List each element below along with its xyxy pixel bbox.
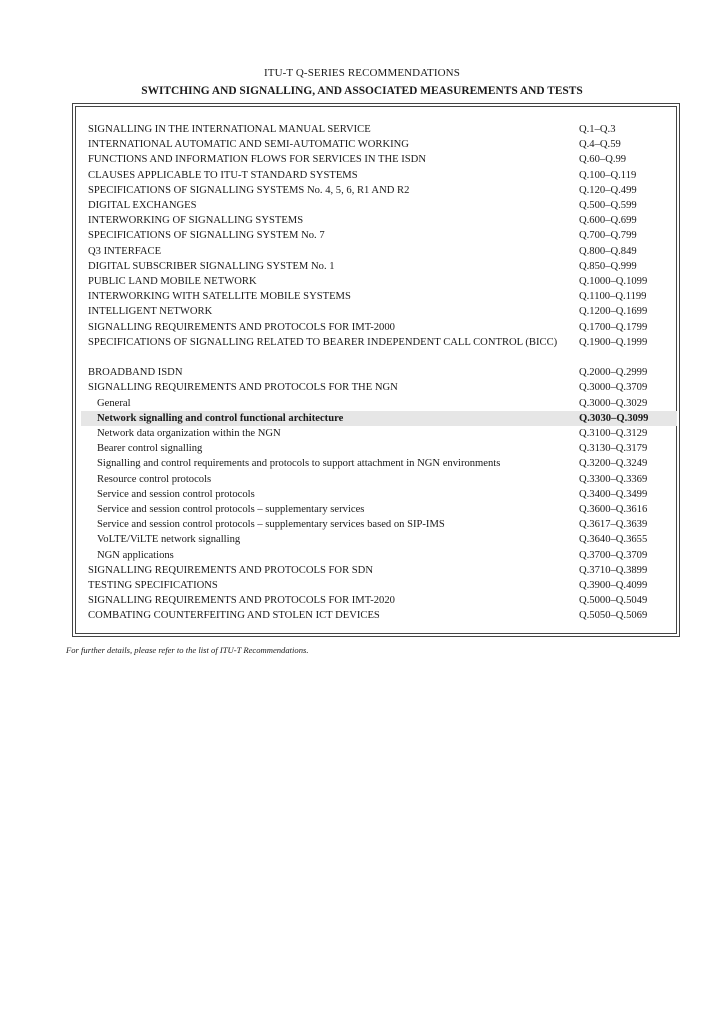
table-row [81, 396, 677, 411]
table-row [81, 608, 677, 623]
table-row [81, 122, 677, 137]
series-subtitle: SWITCHING AND SIGNALLING, AND ASSOCIATED MEASUREMENTS AND TESTS [141, 85, 583, 97]
table-row [81, 274, 677, 289]
row-label: SPECIFICATIONS OF SIGNALLING SYSTEMS No. 4, 5, 6, R1 AND R2 [88, 184, 410, 196]
row-label: INTERNATIONAL AUTOMATIC AND SEMI-AUTOMATIC WORKING [88, 139, 409, 151]
row-label: SPECIFICATIONS OF SIGNALLING RELATED TO BEARER INDEPENDENT CALL CONTROL (BICC) [88, 336, 558, 348]
table-row [81, 578, 677, 593]
row-range: Q.3900–Q.4099 [579, 580, 648, 591]
footnote: For further details, please refer to the list of ITU-T Recommendations. [66, 645, 309, 655]
row-label: Network signalling and control functional architecture [97, 412, 344, 424]
table-row [81, 198, 677, 213]
row-range: Q.2000–Q.2999 [579, 367, 648, 379]
row-range: Q.1700–Q.1799 [579, 321, 648, 333]
row-range: Q.3300–Q.3369 [579, 473, 648, 485]
row-label: SIGNALLING REQUIREMENTS AND PROTOCOLS FOR IMT-2020 [88, 595, 395, 607]
row-label: BROADBAND ISDN [88, 367, 183, 379]
row-label: SIGNALLING REQUIREMENTS AND PROTOCOLS FOR SDN [88, 564, 373, 576]
row-range: Q.3400–Q.3499 [579, 488, 648, 500]
table-row [81, 168, 677, 183]
row-label: VoLTE/ViLTE network signalling [97, 534, 241, 546]
row-label: SIGNALLING REQUIREMENTS AND PROTOCOLS FOR THE NGN [88, 382, 398, 394]
row-range: Q.700–Q.799 [579, 230, 637, 242]
table-row [81, 487, 677, 502]
row-range: Q.3710–Q.3899 [579, 564, 648, 576]
row-label: DIGITAL SUBSCRIBER SIGNALLING SYSTEM No. 1 [88, 260, 335, 272]
row-label: SPECIFICATIONS OF SIGNALLING SYSTEM No. 7 [88, 230, 325, 242]
row-label: Service and session control protocols – supplementary services [97, 504, 365, 515]
series-title: ITU-T Q-SERIES RECOMMENDATIONS [264, 67, 460, 79]
row-label: COMBATING COUNTERFEITING AND STOLEN ICT DEVICES [88, 610, 380, 622]
row-range: Q.1100–Q.1199 [579, 291, 647, 303]
row-label: CLAUSES APPLICABLE TO ITU-T STANDARD SYSTEMS [88, 169, 358, 181]
row-range: Q.60–Q.99 [579, 154, 627, 166]
row-label: General [97, 397, 131, 409]
table-row [81, 365, 677, 380]
table-row [81, 152, 677, 167]
row-range: Q.3640–Q.3655 [579, 534, 648, 546]
table-row [81, 593, 677, 608]
table-row [81, 183, 677, 198]
table-row [81, 456, 677, 471]
table-row [81, 137, 677, 152]
row-range: Q.1–Q.3 [579, 124, 616, 135]
table-row [81, 335, 677, 365]
row-label: SIGNALLING IN THE INTERNATIONAL MANUAL SERVICE [88, 124, 371, 135]
table-row [81, 517, 677, 532]
row-range: Q.3100–Q.3129 [579, 428, 648, 439]
table-row [81, 563, 677, 578]
table-row [81, 259, 677, 274]
row-range: Q.120–Q.499 [579, 184, 637, 196]
row-range: Q.5050–Q.5069 [579, 610, 648, 622]
table-row [81, 289, 677, 304]
row-label: FUNCTIONS AND INFORMATION FLOWS FOR SERVICES IN THE ISDN [88, 154, 426, 166]
row-range: Q.100–Q.119 [579, 169, 637, 181]
row-range: Q.3617–Q.3639 [579, 519, 648, 531]
table-row [81, 304, 677, 319]
row-label: SIGNALLING REQUIREMENTS AND PROTOCOLS FOR IMT-2000 [88, 321, 395, 333]
row-range: Q.1000–Q.1099 [579, 276, 648, 287]
row-range: Q.500–Q.599 [579, 200, 637, 211]
row-label: Q3 INTERFACE [88, 245, 162, 257]
table-row [81, 472, 677, 487]
table-row [81, 213, 677, 228]
table-row [81, 426, 677, 441]
table-row [81, 502, 677, 517]
row-range: Q.3130–Q.3179 [579, 443, 648, 455]
row-range: Q.3700–Q.3709 [579, 549, 648, 561]
table-row [81, 320, 677, 335]
table-row [81, 244, 677, 259]
row-range: Q.3030–Q.3099 [579, 412, 649, 424]
row-range: Q.800–Q.849 [579, 245, 637, 257]
row-range: Q.850–Q.999 [579, 260, 637, 272]
table-row-highlighted [81, 411, 677, 426]
row-range: Q.600–Q.699 [579, 215, 637, 227]
table-row [81, 532, 677, 547]
row-label: Bearer control signalling [97, 443, 203, 455]
row-label: TESTING SPECIFICATIONS [88, 580, 218, 591]
row-range: Q.1900–Q.1999 [579, 336, 648, 348]
row-label: INTERWORKING WITH SATELLITE MOBILE SYSTEMS [88, 291, 351, 303]
row-range: Q.3600–Q.3616 [579, 504, 648, 515]
row-label: Service and session control protocols – supplementary services based on SIP-IMS [97, 519, 445, 531]
row-range: Q.1200–Q.1699 [579, 306, 648, 318]
row-range: Q.3200–Q.3249 [579, 458, 648, 470]
row-label: Network data organization within the NGN [97, 428, 281, 439]
row-label: NGN applications [97, 549, 174, 561]
row-label: DIGITAL EXCHANGES [88, 200, 197, 211]
row-range: Q.4–Q.59 [579, 139, 621, 151]
row-range: Q.3000–Q.3709 [579, 382, 648, 394]
table-row [81, 228, 677, 243]
row-label: Signalling and control requirements and protocols to support attachment in NGN environments [97, 458, 501, 470]
table-row [81, 441, 677, 456]
row-label: PUBLIC LAND MOBILE NETWORK [88, 276, 257, 287]
table-row [81, 548, 677, 563]
row-range: Q.5000–Q.5049 [579, 595, 648, 607]
row-label: Resource control protocols [97, 473, 212, 485]
row-label: INTERWORKING OF SIGNALLING SYSTEMS [88, 215, 304, 227]
table-row [81, 380, 677, 395]
row-label: INTELLIGENT NETWORK [88, 306, 213, 318]
row-range: Q.3000–Q.3029 [579, 397, 648, 409]
row-label: Service and session control protocols [97, 488, 255, 500]
